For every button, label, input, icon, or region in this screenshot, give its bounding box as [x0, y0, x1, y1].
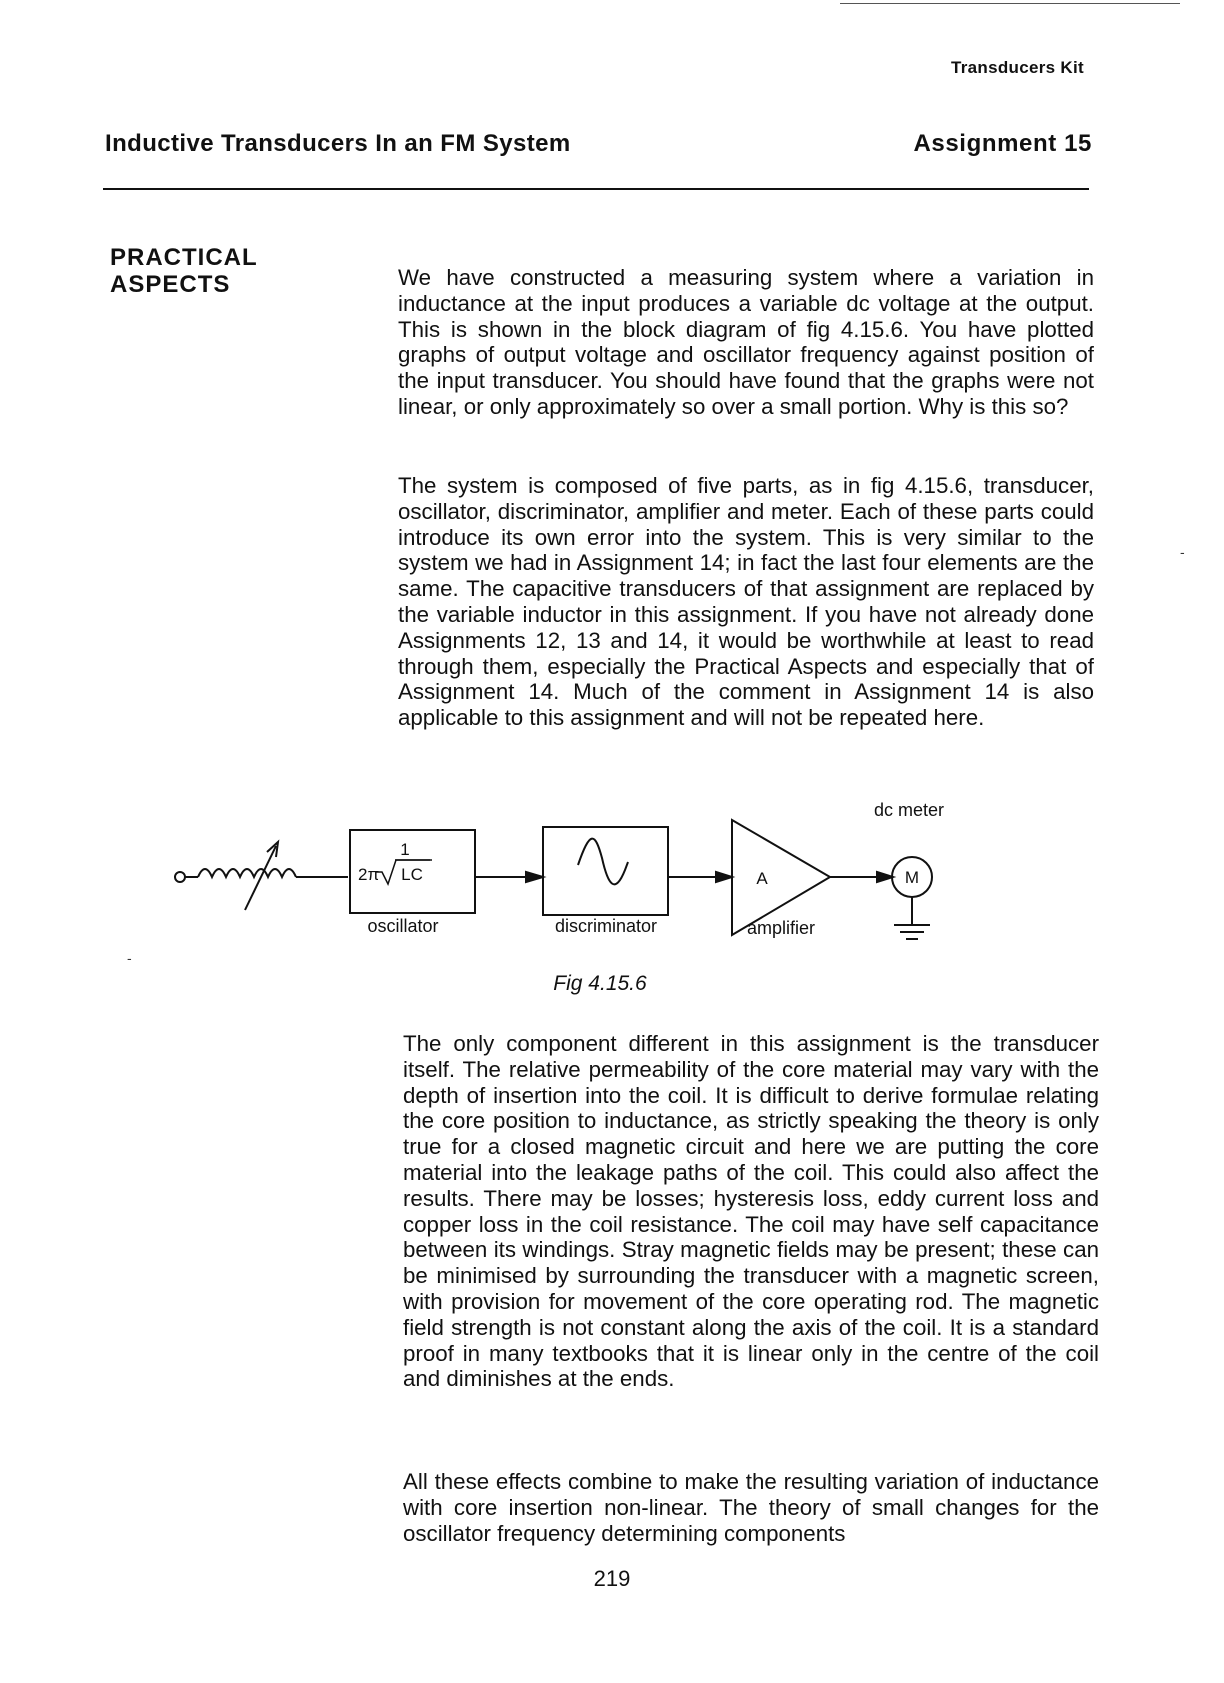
section-heading: [110, 244, 258, 298]
paragraph-3: The only component different in this assignment is the transducer itself. The relative permeability of the core material may vary with the depth of insertion into the coil. It is difficult to derive formulae relating the core position to inductance, as strictly speaking the theory is only true for a closed magnetic circuit and here we are putting the core material into the leakage paths of the coil. This could also affect the results. There may be losses; hysteresis loss, eddy current loss and copper loss in the coil resistance. The coil may have self capacitance between its windings. Stray magnetic fields may be present; these can be minimised by surrounding the transducer with a magnetic screen, with provision for movement of the core operating rod. The magnetic field strength is not constant along the axis of the coil. It is a standard proof in many textbooks that it is linear only in the centre of the coil and diminishes at the ends.: [403, 1031, 1099, 1392]
oscillator-numerator: 1: [400, 840, 410, 859]
header-rule: [103, 188, 1089, 190]
section-heading-line-2: ASPECTS: [110, 271, 231, 298]
meter-label: dc meter: [873, 800, 945, 820]
paragraph-4: All these effects combine to make the resulting variation of inductance with core insertion non-linear. The theory of small changes for the oscillator frequency determining components: [403, 1469, 1099, 1546]
scan-speck: -: [127, 950, 132, 966]
running-header-kit: Transducers Kit: [951, 58, 1084, 77]
page-title: Inductive Transducers In an FM System: [105, 130, 571, 157]
block-diagram: [150, 800, 1050, 1000]
oscillator-lc: LC: [401, 865, 423, 884]
discriminator-curve-icon: [578, 839, 628, 885]
oscillator-two-pi: 2π: [358, 865, 380, 884]
paragraph-1: We have constructed a measuring system where a variation in inductance at the input produces a variable dc voltage at the output. This is shown in the block diagram of fig 4.15.6. You have plotted graphs of output voltage and oscillator frequency against position of the input transducer. You should have found that the graphs were not linear, or only approximately so over a small portion. Why is this so?: [398, 265, 1094, 419]
assignment-number: Assignment 15: [913, 130, 1092, 157]
page-number: 219: [593, 1566, 631, 1591]
scan-top-line: [840, 3, 1180, 4]
discriminator-label: discriminator: [554, 916, 658, 936]
meter-symbol: M: [904, 868, 920, 887]
ground-icon: [894, 925, 930, 939]
section-heading-line-1: PRACTICAL: [110, 244, 258, 271]
oscillator-label: oscillator: [367, 916, 439, 936]
amplifier-label: amplifier: [746, 918, 816, 938]
paragraph-2: The system is composed of five parts, as in fig 4.15.6, transducer, oscillator, discriminator, amplifier and meter. Each of these parts could introduce its own error into the system. This is very similar to the system we had in Assignment 14; in fact the last four elements are the same. The capacitive transducers of that assignment are replaced by the variable inductor in this assignment. If you have not already done Assignments 12, 13 and 14, it would be worthwhile at least to read through them, especially the Practical Aspects and especially that of Assignment 14. Much of the comment in Assignment 14 is also applicable to this assignment and will not be repeated here.: [398, 473, 1094, 731]
amplifier-symbol: A: [756, 869, 768, 888]
figure-caption: Fig 4.15.6: [553, 972, 647, 995]
scan-speck: -: [1180, 544, 1185, 560]
variable-inductor-icon: [175, 842, 348, 910]
